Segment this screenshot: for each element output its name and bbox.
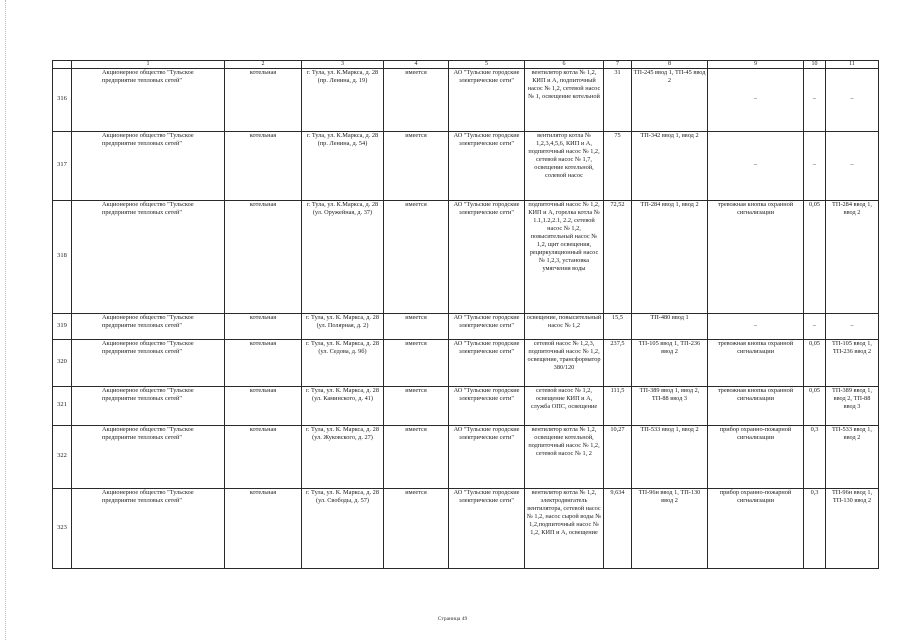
feeder-cell: ТП-342 ввод 1, ввод 2 (632, 131, 708, 200)
equipment-cell: вентилятор котла № 1,2,3,4,5,6, КИП и А, подпиточный насос № 1,2, сетевой насос № 1,7, освещение котельной, солевой насос (525, 131, 604, 200)
alarm-cell: тревожная кнопка охранной сигнализации (708, 386, 804, 425)
power-cell: 15,5 (604, 313, 632, 339)
status-cell: имеется (384, 131, 449, 200)
table-row (53, 131, 879, 200)
alarm-feeder-cell: ТП-389 ввод 1, ввод 2, ТП-88 ввод 3 (826, 386, 879, 425)
row-number-cell: 318 (53, 200, 72, 313)
alarm-feeder-cell: – (826, 68, 879, 131)
equipment-cell: подпиточный насос № 1,2, КИП и А, горелка котла № 1.1,1.2,2.1, 2.2, сетевой насос № 1,2, повысительный насос № 1,2, щит освещения, рециркуляционный насос № 1,2,3, установка умягчения воды (525, 200, 604, 313)
status-cell: имеется (384, 425, 449, 488)
org-cell: Акционерное общество "Тульское предприятие тепловых сетей" (72, 131, 225, 200)
header-cell: 4 (384, 61, 449, 69)
alarm-cell: тревожная кнопка охранной сигнализации (708, 200, 804, 313)
supplier-cell: АО "Тульские городские электрические сети" (449, 386, 525, 425)
alarm-cell: прибор охранно-пожарной сигнализации (708, 425, 804, 488)
address-cell: г. Тула, ул. К.Маркса, д. 28 (пр. Ленина, д. 19) (302, 68, 384, 131)
power-cell: 31 (604, 68, 632, 131)
alarm-cell: – (708, 313, 804, 339)
table-row (53, 488, 879, 568)
table-row (53, 200, 879, 313)
power-cell: 237,5 (604, 339, 632, 386)
supplier-cell: АО "Тульские городские электрические сети" (449, 339, 525, 386)
type-cell: котельная (225, 68, 302, 131)
type-cell: котельная (225, 131, 302, 200)
address-cell: г. Тула, ул. К. Маркса, д. 28 (ул. Полярная, д. 2) (302, 313, 384, 339)
type-cell: котельная (225, 386, 302, 425)
alarm-feeder-cell: – (826, 131, 879, 200)
data-table (52, 60, 879, 569)
type-cell: котельная (225, 488, 302, 568)
alarm-feeder-cell: ТП-533 ввод 1, ввод 2 (826, 425, 879, 488)
org-cell: Акционерное общество "Тульское предприятие тепловых сетей" (72, 425, 225, 488)
feeder-cell: ТП-284 ввод 1, ввод 2 (632, 200, 708, 313)
feeder-cell: ТП-96н ввод 1, ТП-130 ввод 2 (632, 488, 708, 568)
address-cell: г. Тула, ул. К. Маркса, д. 28 (ул. Свободы, д. 57) (302, 488, 384, 568)
type-cell: котельная (225, 313, 302, 339)
status-cell: имеется (384, 339, 449, 386)
address-cell: г. Тула, ул. К. Маркса, д. 28 (ул. Жуковского, д. 27) (302, 425, 384, 488)
supplier-cell: АО "Тульские городские электрические сети" (449, 313, 525, 339)
alarm-feeder-cell: – (826, 313, 879, 339)
header-cell: 9 (708, 61, 804, 69)
alarm-power-cell: 0,3 (804, 488, 826, 568)
alarm-power-cell: 0,3 (804, 425, 826, 488)
alarm-cell: – (708, 131, 804, 200)
alarm-power-cell: 0,05 (804, 339, 826, 386)
address-cell: г. Тула, ул. К. Маркса, д. 28 (ул. Каминского, д. 41) (302, 386, 384, 425)
feeder-cell: ТП-533 ввод 1, ввод 2 (632, 425, 708, 488)
feeder-cell: ТП-245 ввод 1, ТП-45 ввод 2 (632, 68, 708, 131)
table-row (53, 313, 879, 339)
alarm-feeder-cell: ТП-96н ввод 1, ТП-130 ввод 2 (826, 488, 879, 568)
header-cell: 3 (302, 61, 384, 69)
header-cell: 2 (225, 61, 302, 69)
power-cell: 75 (604, 131, 632, 200)
equipment-cell: сетевой насос № 1,2, освещение КИП и А, служба ОПС, освещение (525, 386, 604, 425)
status-cell: имеется (384, 386, 449, 425)
alarm-power-cell: – (804, 313, 826, 339)
header-cell: 6 (525, 61, 604, 69)
header-cell: 10 (804, 61, 826, 69)
header-cell: 8 (632, 61, 708, 69)
table-row (53, 386, 879, 425)
org-cell: Акционерное общество "Тульское предприятие тепловых сетей" (72, 339, 225, 386)
address-cell: г. Тула, ул. К.Маркса, д. 28 (ул. Оружейная, д. 37) (302, 200, 384, 313)
power-cell: 72,52 (604, 200, 632, 313)
equipment-cell: освещение, повысительный насос № 1,2 (525, 313, 604, 339)
alarm-feeder-cell: ТП-284 ввод 1, ввод 2 (826, 200, 879, 313)
row-number-cell: 320 (53, 339, 72, 386)
feeder-cell: ТП-480 ввод 1 (632, 313, 708, 339)
type-cell: котельная (225, 425, 302, 488)
org-cell: Акционерное общество "Тульское предприятие тепловых сетей" (72, 313, 225, 339)
feeder-cell: ТП-389 ввод 1, ввод 2, ТП-88 ввод 3 (632, 386, 708, 425)
page-number: Страница 49 (437, 616, 468, 622)
alarm-feeder-cell: ТП-105 ввод 1, ТП-236 ввод 2 (826, 339, 879, 386)
feeder-cell: ТП-105 ввод 1, ТП-236 ввод 2 (632, 339, 708, 386)
org-cell: Акционерное общество "Тульское предприятие тепловых сетей" (72, 386, 225, 425)
row-number-cell: 323 (53, 488, 72, 568)
org-cell: Акционерное общество "Тульское предприятие тепловых сетей" (72, 200, 225, 313)
equipment-cell: вентилятор котла № 1,2, КИП и А, подпиточный насос № 1,2, сетевой насос № 1, освещение котельной (525, 68, 604, 131)
row-number-cell: 319 (53, 313, 72, 339)
header-cell: 11 (826, 61, 879, 69)
table-header-row (53, 61, 879, 69)
alarm-power-cell: – (804, 68, 826, 131)
power-cell: 9,634 (604, 488, 632, 568)
org-cell: Акционерное общество "Тульское предприятие тепловых сетей" (72, 488, 225, 568)
row-number-cell: 322 (53, 425, 72, 488)
row-number-cell: 317 (53, 131, 72, 200)
supplier-cell: АО "Тульские городские электрические сети" (449, 200, 525, 313)
type-cell: котельная (225, 200, 302, 313)
alarm-power-cell: – (804, 131, 826, 200)
document-sheet (52, 60, 873, 569)
header-cell: 5 (449, 61, 525, 69)
alarm-power-cell: 0,05 (804, 200, 826, 313)
header-cell-blank (53, 61, 72, 69)
alarm-power-cell: 0,05 (804, 386, 826, 425)
power-cell: 111,5 (604, 386, 632, 425)
status-cell: имеется (384, 200, 449, 313)
table-row (53, 339, 879, 386)
address-cell: г. Тула, ул. К. Маркса, д. 28 (ул. Седова, д. 9б) (302, 339, 384, 386)
table-row (53, 68, 879, 131)
alarm-cell: тревожная кнопка охранной сигнализации (708, 339, 804, 386)
supplier-cell: АО "Тульские городские электрические сети" (449, 68, 525, 131)
org-cell: Акционерное общество "Тульское предприятие тепловых сетей" (72, 68, 225, 131)
equipment-cell: вентилятор котла № 1,2, электродвигатель вентилятора, сетевой насос № 1,2, насос сырой воды № 1,2,подпиточный насос № 1,2, КИП и А, освещение (525, 488, 604, 568)
row-number-cell: 321 (53, 386, 72, 425)
alarm-cell: – (708, 68, 804, 131)
header-cell: 7 (604, 61, 632, 69)
supplier-cell: АО "Тульские городские электрические сети" (449, 488, 525, 568)
status-cell: имеется (384, 68, 449, 131)
supplier-cell: АО "Тульские городские электрические сети" (449, 131, 525, 200)
table-body (53, 61, 879, 569)
supplier-cell: АО "Тульские городские электрические сети" (449, 425, 525, 488)
power-cell: 10,27 (604, 425, 632, 488)
alarm-cell: прибор охранно-пожарной сигнализации (708, 488, 804, 568)
address-cell: г. Тула, ул. К.Маркса, д. 28 (пр. Ленина, д. 54) (302, 131, 384, 200)
equipment-cell: сетевой насос № 1,2,3, подпиточный насос № 1,2, освещение, трансформатор 380/120 (525, 339, 604, 386)
status-cell: имеется (384, 488, 449, 568)
status-cell: имеется (384, 313, 449, 339)
table-row (53, 425, 879, 488)
header-cell: 1 (72, 61, 225, 69)
row-number-cell: 316 (53, 68, 72, 131)
equipment-cell: вентилятор котла № 1,2, освещение котельной, подпиточный насос № 1,2, сетевой насос № 1, 2 (525, 425, 604, 488)
type-cell: котельная (225, 339, 302, 386)
margin-punch-line (5, 0, 8, 640)
